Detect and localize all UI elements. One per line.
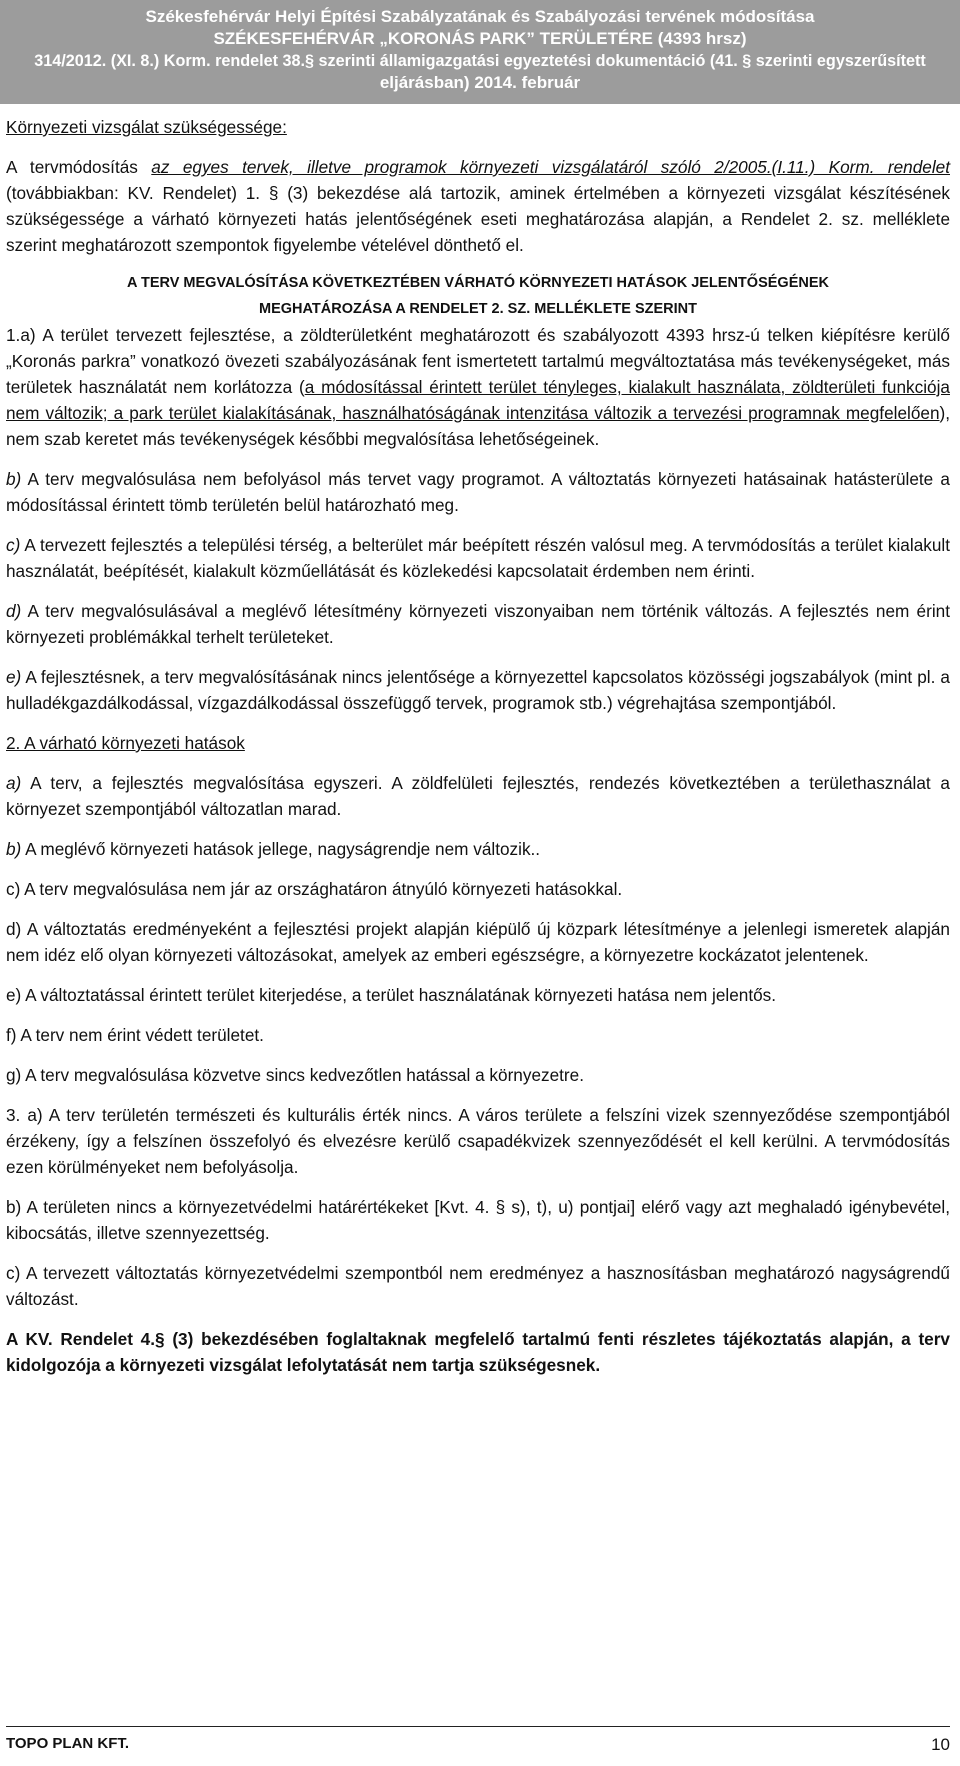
header-line-2: SZÉKESFEHÉRVÁR „KORONÁS PARK” TERÜLETÉRE (4393 hrsz) [213,29,747,48]
company-name: TOPO PLAN KFT. [6,1735,130,1752]
header-line-1: Székesfehérvár Helyi Építési Szabályzatának és Szabályozási tervének módosítása [145,7,815,26]
paragraph-3a: 3. a) A terv területén természeti és kulturális érték nincs. A város területe a felszíni vizek szennyeződése szempontjából érzékeny, így a felszínen összefolyó és elvezésre kerülő csapadékvizek szennyeződését el kell kerülni. A tervmódosítás ezen körülményeket nem befolyásolja. [6,1105,950,1177]
section-title: Környezeti vizsgálat szükségessége: [6,117,287,137]
paragraph-2f: f) A terv nem érint védett területet. [6,1025,264,1045]
regulation-link: az egyes tervek, illetve programok környezeti vizsgálatáról szóló 2/2005.(I.11.) Korm. rendelet [151,157,950,177]
page-footer [6,1726,950,1755]
paragraph-2b: b) A meglévő környezeti hatások jellege, nagyságrendje nem változik.. [6,839,541,859]
paragraph-3c: c) A tervezett változtatás környezetvédelmi szempontból nem eredményez a hasznosításban meghatározó nagyságrendű változást. [6,1263,950,1309]
paragraph-1d: d) A terv megvalósulásával a meglévő létesítmény környezeti viszonyaiban nem történik változás. A fejlesztés nem érint környezeti problémákkal terhelt területeket. [6,601,950,647]
paragraph-2c: c) A terv megvalósulása nem jár az országhatáron átnyúló környezeti hatásokkal. [6,879,623,899]
paragraph-2e: e) A változtatással érintett terület kiterjedése, a terület használatának környezeti hatása nem jelentős. [6,985,777,1005]
header-line-3: 314/2012. (XI. 8.) Korm. rendelet 38.§ szerinti államigazgatási egyeztetési dokumentáció (41. § szerinti egyszerűsített [34,52,926,70]
paragraph-1a: 1.a) A terület tervezett fejlesztése, a zöldterületként meghatározott és szabályozott 4393 hrsz-ú telken kiépítésre kerülő „Koronás parkra” vonatkozó övezeti szabályozásának fent ismertetett tartalmú megváltoztatása más tevékenységeket, más területek használatát nem korlátozza (a módosítással érintett terület tényleges, kialakult használata, zöldterületi funkciója nem változik; a park terület kialakításának, használhatóságának intenzitása változik a tervezési programnak megfelelően), nem szab keretet más tevékenységek későbbi megvalósítása lehetőségeinek. [6,325,950,449]
paragraph-1c: c) A tervezett fejlesztés a települési térség, a belterület már beépített részén valósul meg. A tervmódosítás a terület kialakult használatát, beépítését, kialakult közműellátását és közlekedési kapcsolatait érdemben nem érinti. [6,535,950,581]
paragraph-3b: b) A területen nincs a környezetvédelmi határértékeket [Kvt. 4. § s), t), u) pontjai] elérő vagy azt meghaladó igénybevétel, kibocsátás, illetve szennyezettség. [6,1197,950,1243]
document-body [6,114,950,1378]
page-number: 10 [931,1735,950,1754]
paragraph-2g: g) A terv megvalósulása közvetve sincs kedvezőtlen hatással a környezetre. [6,1065,584,1085]
paragraph-2d: d) A változtatás eredményeként a fejlesztési projekt alapján kiépülő új közpark létesítménye a jelenlegi ismeretek alapján nem idéz elő olyan környezeti változásokat, amelyek az emberi egészségre, a környezetre kockázatot jelentenek. [6,919,950,965]
header-line-4: eljárásban) 2014. február [379,73,581,92]
document-header [0,0,960,104]
intro-paragraph: A tervmódosítás az egyes tervek, illetve programok környezeti vizsgálatáról szóló 2/2005.(I.11.) Korm. rendelet (továbbiakban: KV. Rendelet) 1. § (3) bekezdése alá tartozik, aminek értelmében a környezeti vizsgálat készítésének szükségessége a várható környezeti hatás jelentőségének eseti meghatározása alapján, a Rendelet 2. sz. melléklete szerint meghatározott szempontok figyelembe vételével dönthető el. [6,157,950,255]
paragraph-1b: b) A terv megvalósulása nem befolyásol más tervet vagy programot. A változtatás környezeti hatásainak hatásterülete a módosítással érintett tömb területén belül határozható meg. [6,469,950,515]
paragraph-1e: e) A fejlesztésnek, a terv megvalósításának nincs jelentősége a környezettel kapcsolatos közösségi jogszabályok (mint pl. a hulladékgazdálkodással, vízgazdálkodással összefüggő tervek, programok stb.) végrehajtása szempontjából. [6,667,950,713]
heading-2: 2. A várható környezeti hatások [6,733,245,753]
paragraph-2a: a) A terv, a fejlesztés megvalósítása egyszeri. A zöldfelületi fejlesztés, rendezés következtében a területhasználat a környezet szempontjából változatlan marad. [6,773,950,819]
caps-title: A TERV MEGVALÓSÍTÁSA KÖVETKEZTÉBEN VÁRHATÓ KÖRNYEZETI HATÁSOK JELENTŐSÉGÉNEK MEGHATÁROZÁSA A RENDELET 2. SZ. MELLÉKLETE SZERINT [127,275,829,317]
conclusion-paragraph: A KV. Rendelet 4.§ (3) bekezdésében foglaltaknak megfelelő tartalmú fenti részletes tájékoztatás alapján, a terv kidolgozója a környezeti vizsgálat lefolytatását nem tartja szükségesnek. [6,1329,950,1375]
